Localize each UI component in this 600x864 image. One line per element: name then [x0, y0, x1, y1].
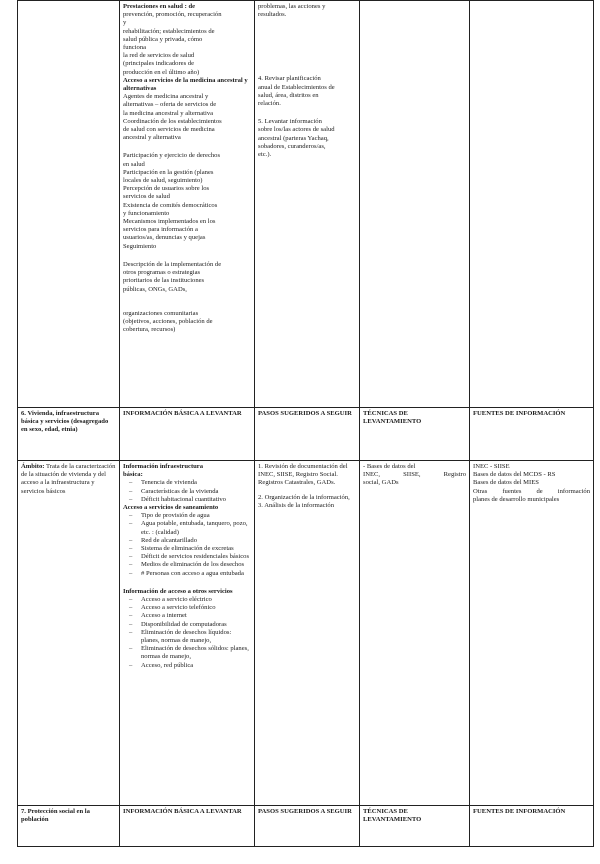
list-item: – Eliminación de desechos líquidos: planes, normas de manejo,: [141, 629, 251, 645]
list-item: – Eliminación de desechos sólidos: planes, normas de manejo,: [141, 645, 251, 661]
text-line: Participación y ejercicio de derechos: [123, 152, 221, 160]
list-item: – Acceso, red pública: [141, 662, 251, 670]
source-line: planes de desarrollo municipales: [473, 495, 560, 503]
list-item: – Tipo de provisión de agua: [141, 512, 251, 520]
text-line: social, GADs: [363, 479, 399, 487]
cell-r3-c1: [18, 461, 120, 806]
cell-r1-c4: [360, 1, 470, 408]
source-line: Otras fuentes de información: [473, 487, 590, 495]
subheading: Acceso a servicios de saneamiento: [123, 504, 219, 512]
text-line: Agentes de medicina ancestral y: [123, 93, 209, 101]
text-line: anual de Establecimientos de: [258, 83, 335, 91]
text-line: Seguimiento: [123, 242, 157, 250]
text-line: prioritarios de las instituciones: [123, 277, 205, 285]
text-line: ancestral y alternativa: [123, 134, 181, 142]
text-line: servicios para información a: [123, 226, 198, 234]
column-header-steps: PASOS SUGERIDOS A SEGUIR: [255, 806, 360, 847]
text-line: INEC, SIISE, Registro: [363, 471, 466, 479]
list-item: – Déficit de servicios residenciales básicos: [141, 553, 251, 561]
text-line: la red de servicios de salud: [123, 52, 195, 60]
text-line: de salud con servicios de medicina: [123, 126, 215, 134]
text-line: - Bases de datos del: [363, 463, 416, 470]
text-line: problemas, las acciones y: [258, 3, 326, 10]
cell-r3-c5: [470, 461, 594, 806]
text-line: Mecanismos implementados en los: [123, 218, 216, 226]
text-line: Existencia de comités democráticos: [123, 201, 218, 209]
cell-r3-c2: [120, 461, 255, 806]
text-line: y: [123, 19, 127, 27]
list-item: – Acceso a internet: [141, 612, 251, 620]
column-header-steps: PASOS SUGERIDOS A SEGUIR: [255, 408, 360, 461]
cell-r1-c1: [18, 1, 120, 408]
text-line: otros programas o estrategias: [123, 269, 201, 277]
other-services-list: [123, 596, 251, 670]
text-line: públicas, ONGs, GADs,: [123, 285, 187, 293]
section-title: 6. Vivienda, infraestructura básica y servicios (desagregado en sexo, edad, etnia): [18, 408, 120, 461]
list-item: – Red de alcantarillado: [141, 537, 251, 545]
text-line: Percepción de usuarios sobre los: [123, 185, 210, 193]
text-line: Coordinación de los establecimientos: [123, 117, 222, 125]
list-item: – Agua potable, entubada, tanquero, pozo, etc. : (calidad): [141, 520, 251, 536]
source-line: Bases de datos del MCDS - RS: [473, 471, 556, 479]
text-line: usuarios/as, denuncias y quejas: [123, 234, 206, 242]
text-line: la medicina ancestral y alternativa: [123, 109, 214, 117]
step-1: 1. Revisión de documentación del INEC, SIISE, Registro Social. Registros Catastrales, GADs.: [258, 463, 348, 487]
scope-text: Trata de la caracterización de la situación de vivienda y del acceso a la infraestructura y servicios básicos: [21, 463, 116, 495]
cell-r3-c3: [255, 461, 360, 806]
list-item: – Sistema de eliminación de excretas: [141, 545, 251, 553]
text-line: ancestral (parteras Yachaq,: [258, 134, 329, 142]
text-line: en salud: [123, 160, 145, 168]
text-line: salud pública y privada, cómo: [123, 35, 203, 43]
column-header-techniques: TÉCNICAS DE LEVANTAMIENTO: [360, 408, 470, 461]
table-row-section-6-header: [18, 408, 594, 461]
table-row-section-6-content: [18, 461, 594, 806]
text-line: organizaciones comunitarias: [123, 309, 199, 317]
planning-table: [17, 0, 594, 847]
source-line: INEC - SIISE: [473, 463, 510, 470]
column-header-info: INFORMACIÓN BÁSICA A LEVANTAR: [120, 806, 255, 847]
text-line: (principales indicadores de: [123, 60, 195, 68]
step-3: 3. Análisis de la información: [258, 501, 334, 509]
cell-r1-c2: [120, 1, 255, 408]
text-line: resultados.: [258, 11, 287, 19]
cell-r1-c3: [255, 1, 360, 408]
list-item: – Tenencia de vivienda: [141, 479, 251, 487]
text-line: funciona: [123, 44, 147, 52]
text-line: sobadores, curanderos/as,: [258, 142, 326, 150]
column-header-info: INFORMACIÓN BÁSICA A LEVANTAR: [120, 408, 255, 461]
text-line: rehabilitación; establecimientos de: [123, 27, 215, 35]
column-header-sources: FUENTES DE INFORMACIÓN: [470, 806, 594, 847]
list-item: – # Personas con acceso a agua entubada: [141, 570, 251, 578]
column-header-techniques: TÉCNICAS DE LEVANTAMIENTO: [360, 806, 470, 847]
subheading: Información de acceso a otros servicios: [123, 587, 233, 595]
list-item: – Características de la vivienda: [141, 488, 251, 496]
text-line: etc.).: [258, 151, 272, 159]
list-item: – Acceso a servicio eléctrico: [141, 596, 251, 604]
list-item: – Déficit habitacional cuantitativo: [141, 496, 251, 504]
text-line: 4. Revisar planificación: [258, 75, 321, 83]
text-line: prevención, promoción, recuperación: [123, 11, 222, 19]
section-heading: Acceso a servicios de la medicina ancestral y alternativas: [123, 76, 248, 93]
text-line: servicios de salud: [123, 193, 170, 201]
text-line: (objetivos, acciones, población de: [123, 317, 213, 325]
table-row-section-7-header: [18, 806, 594, 847]
text-line: Descripción de la implementación de: [123, 260, 222, 268]
text-line: Prestaciones en salud : de: [123, 3, 196, 10]
text-line: Participación en la gestión (planes: [123, 168, 214, 176]
text-line: y funcionamiento: [123, 209, 170, 217]
source-line: Bases de datos del MIES: [473, 479, 539, 487]
text-line: producción en el último año): [123, 68, 200, 76]
list-item: – Disponibilidad de computadoras: [141, 621, 251, 629]
sanitation-list: [123, 512, 251, 578]
section-title: 7. Protección social en la población: [18, 806, 120, 847]
text-line: alternativas – oferta de servicios de: [123, 101, 217, 109]
text-line: cobertura, recursos): [123, 326, 176, 334]
subheading: básica:: [123, 471, 143, 479]
list-item: – Acceso a servicio telefónico: [141, 604, 251, 612]
column-header-sources: FUENTES DE INFORMACIÓN: [470, 408, 594, 461]
subheading: Información infraestructura: [123, 463, 204, 470]
text-line: 5. Levantar información: [258, 118, 322, 126]
scope-label: Ámbito:: [21, 463, 45, 470]
cell-r3-c4: [360, 461, 470, 806]
text-line: sobre los/las actores de salud: [258, 126, 335, 134]
text-line: salud, área, distritos en: [258, 91, 319, 99]
step-2: 2. Organización de la información,: [258, 493, 350, 501]
text-line: locales de salud, seguimiento): [123, 177, 203, 185]
infrastructure-list: [123, 479, 251, 504]
table-row-health: [18, 1, 594, 408]
list-item: – Medios de eliminación de los desechos: [141, 561, 251, 569]
cell-r1-c5: [470, 1, 594, 408]
text-line: relación.: [258, 100, 281, 108]
